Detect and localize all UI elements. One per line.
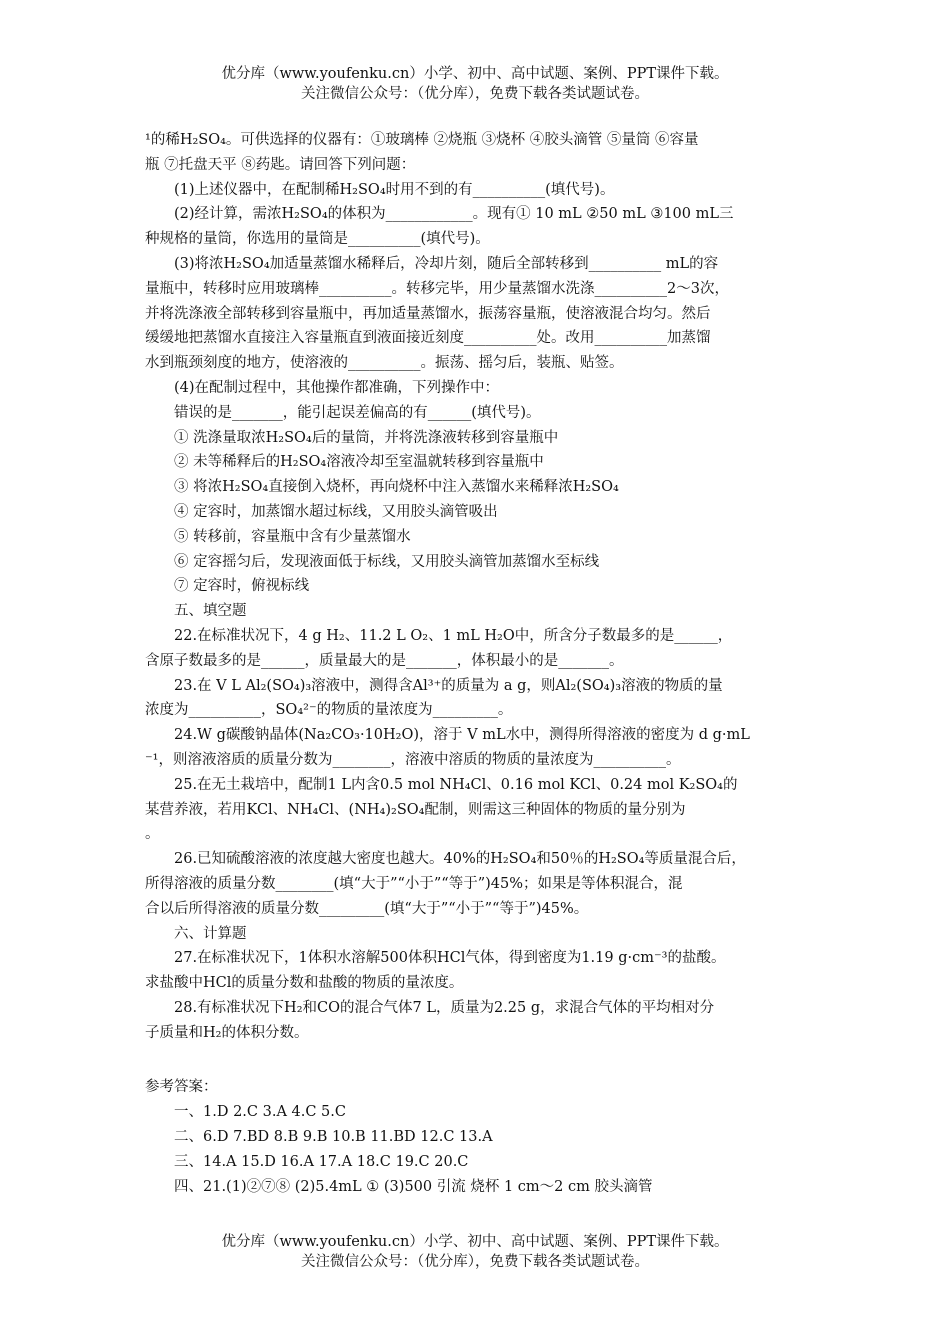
text-line: 求盐酸中HCl的质量分数和盐酸的物质的量浓度。 xyxy=(145,975,464,992)
text-line: 浓度为__________，SO₄²⁻的物质的量浓度为_________。 xyxy=(145,702,513,719)
text-line: 合以后所得溶液的质量分数_________(填“大于”“小于”“等于”)45%。 xyxy=(145,900,589,917)
text-line: 26.已知硫酸溶液的浓度越大密度也越大。40%的H₂SO₄和50％的H₂SO₄等质量混合后， xyxy=(174,851,746,868)
text-line: 水到瓶颈刻度的地方，使溶液的__________。振荡、摇匀后，装瓶、贴签。 xyxy=(145,355,624,372)
text-line: 28.有标准状况下H₂和CO的混合气体7 L，质量为2.25 g，求混合气体的平均相对分 xyxy=(174,999,715,1016)
text-line: 24.W g碳酸钠晶体(Na₂CO₃·10H₂O)，溶于 V mL水中，测得所得溶液的密度为 d g·mL xyxy=(174,727,750,744)
text-line: 五、填空题 xyxy=(174,603,247,620)
text-line: 。 xyxy=(145,826,160,843)
text-line: ⑤ 转移前，容量瓶中含有少量蒸馏水 xyxy=(174,528,411,545)
footer-line-1: 优分库（www.youfenku.cn）小学、初中、高中试题、案例、PPT课件下载。 xyxy=(221,1234,729,1250)
text-line: 六、计算题 xyxy=(174,925,247,942)
text-line: ① 洗涤量取浓H₂SO₄后的量筒，并将洗涤液转移到容量瓶中 xyxy=(174,429,559,446)
text-line: ⑦ 定容时，俯视标线 xyxy=(174,578,310,595)
text-line: ¹的稀H₂SO₄。可供选择的仪器有：①玻璃棒 ②烧瓶 ③烧杯 ④胶头滴管 ⑤量筒 ⑥容量 xyxy=(145,132,699,148)
section-gap xyxy=(145,1045,811,1075)
text-line: 含原子数最多的是______，质量最大的是_______，体积最小的是_______。 xyxy=(145,652,624,669)
document-body xyxy=(145,128,811,1199)
text-line: ⑥ 定容摇匀后，发现液面低于标线，又用胶头滴管加蒸馏水至标线 xyxy=(174,553,600,570)
answer-line: 三、14.A 15.D 16.A 17.A 18.C 19.C 20.C xyxy=(174,1153,469,1170)
text-line: (2)经计算，需浓H₂SO₄的体积为____________。现有① 10 mL ②50 mL ③100 mL三 xyxy=(174,206,734,223)
text-line: ③ 将浓H₂SO₄直接倒入烧杯，再向烧杯中注入蒸馏水来稀释浓H₂SO₄ xyxy=(174,479,619,496)
footer-banner xyxy=(0,1232,950,1272)
text-line: 子质量和H₂的体积分数。 xyxy=(145,1024,309,1041)
text-line: 错误的是_______，能引起误差偏高的有______(填代号)。 xyxy=(174,404,541,421)
answer-line: 一、1.D 2.C 3.A 4.C 5.C xyxy=(174,1104,346,1121)
header-banner xyxy=(0,64,950,104)
answer-line: 二、6.D 7.BD 8.B 9.B 10.B 11.BD 12.C 13.A xyxy=(174,1129,493,1146)
answers-title: 参考答案： xyxy=(145,1079,218,1096)
text-line: 种规格的量筒，你选用的量筒是__________(填代号)。 xyxy=(145,231,490,248)
text-line: 某营养液，若用KCl、NH₄Cl、(NH₄)₂SO₄配制，则需这三种固体的物质的量分别为 xyxy=(145,801,686,818)
footer-line-2: 关注微信公众号：（优分库），免费下载各类试题试卷。 xyxy=(301,1254,649,1270)
header-line-2: 关注微信公众号：（优分库），免费下载各类试题试卷。 xyxy=(301,86,649,102)
text-line: 27.在标准状况下，1体积水溶解500体积HCl气体，得到密度为1.19 g·cm⁻³的盐酸。 xyxy=(174,950,726,967)
text-line: 缓缓地把蒸馏水直接注入容量瓶直到液面接近刻度__________处。改用__________加蒸馏 xyxy=(145,330,711,347)
text-line: 量瓶中，转移时应用玻璃棒__________。转移完毕，用少量蒸馏水洗涤__________2～3次， xyxy=(145,280,729,297)
text-line: ② 未等稀释后的H₂SO₄溶液冷却至室温就转移到容量瓶中 xyxy=(174,454,544,471)
text-line: ④ 定容时，加蒸馏水超过标线，又用胶头滴管吸出 xyxy=(174,503,498,520)
text-line: 25.在无土栽培中，配制1 L内含0.5 mol NH₄Cl、0.16 mol KCl、0.24 mol K₂SO₄的 xyxy=(174,776,738,793)
text-line: (1)上述仪器中，在配制稀H₂SO₄时用不到的有__________(填代号)。 xyxy=(174,181,615,198)
text-line: 瓶 ⑦托盘天平 ⑧药匙。请回答下列问题： xyxy=(145,156,416,173)
answer-line: 四、21.(1)②⑦⑧ (2)5.4mL ① (3)500 引流 烧杯 1 cm～2 cm 胶头滴管 xyxy=(174,1178,653,1195)
text-line: 22.在标准状况下，4 g H₂、11.2 L O₂、1 mL H₂O中，所含分子数最多的是______， xyxy=(174,627,733,644)
text-line: 所得溶液的质量分数________(填“大于”“小于”“等于”)45%；如果是等体积混合，混 xyxy=(145,875,683,892)
text-line: ⁻¹，则溶液溶质的质量分数为________，溶液中溶质的物质的量浓度为__________。 xyxy=(145,751,681,768)
text-line: (4)在配制过程中，其他操作都准确，下列操作中： xyxy=(174,379,500,396)
text-line: 并将洗涤液全部转移到容量瓶中，再加适量蒸馏水，振荡容量瓶，使溶液混合均匀。然后 xyxy=(145,305,711,322)
text-line: (3)将浓H₂SO₄加适量蒸馏水稀释后，冷却片刻，随后全部转移到__________ mL的容 xyxy=(174,255,719,272)
text-line: 23.在 V L Al₂(SO₄)₃溶液中，测得含Al³⁺的质量为 a g，则Al₂(SO₄)₃溶液的物质的量 xyxy=(174,677,723,694)
header-line-1: 优分库（www.youfenku.cn）小学、初中、高中试题、案例、PPT课件下载。 xyxy=(221,66,729,82)
